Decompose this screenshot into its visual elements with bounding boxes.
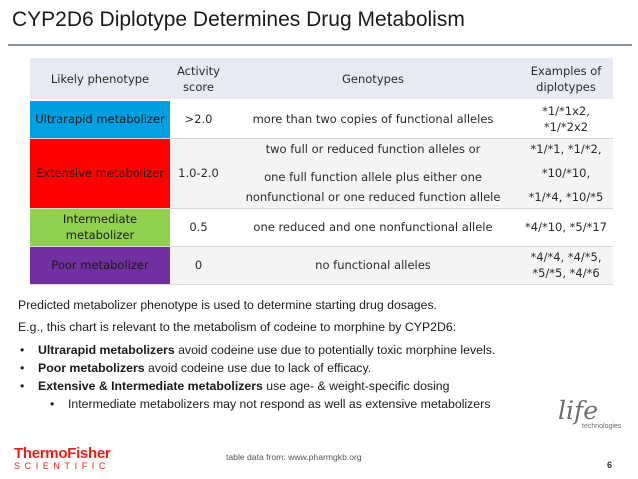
header-examples: Examples of diplotypes [519, 58, 613, 100]
caption-codeine-example: E.g., this chart is relevant to the metabolism of codeine to morphine by CYP2D6: [18, 320, 457, 334]
diplotype-table [30, 58, 613, 285]
phenotype-extensive: Extensive metabolizer [30, 138, 170, 208]
examples-line: *1/*4, *10/*5 [528, 190, 604, 204]
life-logo-word: life [558, 396, 599, 425]
bullet-text: use age- & weight-specific dosing [262, 379, 450, 393]
genotype-cell: more than two copies of functional alleles [227, 100, 519, 138]
caption-phenotype-dosage: Predicted metabolizer phenotype is used to determine starting drug dosages. [18, 298, 438, 312]
activity-score-cell: 1.0-2.0 [170, 138, 227, 208]
table-row [30, 208, 613, 246]
bullet-list [20, 343, 495, 415]
activity-score-cell: 0.5 [170, 208, 227, 246]
table-row [30, 138, 613, 208]
header-genotypes: Genotypes [227, 58, 519, 100]
examples-line: *1/*1, *1/*2, [530, 142, 602, 156]
header-activity-score: Activity score [170, 58, 227, 100]
phenotype-ultrarapid: Ultrarapid metabolizer [30, 100, 170, 138]
table-row [30, 100, 613, 138]
genotype-line: two full or reduced function alleles or [265, 142, 481, 156]
examples-cell: *4/*10, *5/*17 [519, 208, 613, 246]
genotype-cell: no functional alleles [227, 246, 519, 284]
bullet-item [20, 343, 495, 361]
bullet-item [20, 379, 495, 397]
genotype-cell [227, 138, 519, 208]
bullet-text: avoid codeine use due to potentially toxic morphine levels. [174, 343, 496, 357]
thermofisher-logo [14, 446, 110, 472]
table-row [30, 246, 613, 284]
examples-cell [519, 138, 613, 208]
phenotype-poor: Poor metabolizer [30, 246, 170, 284]
activity-score-cell: >2.0 [170, 100, 227, 138]
header-phenotype: Likely phenotype [30, 58, 170, 100]
life-logo-subword: technologies [582, 423, 622, 430]
bullet-term: Ultrarapid metabolizers [38, 343, 175, 357]
examples-cell: *4/*4, *4/*5, *5/*5, *4/*6 [519, 246, 613, 284]
genotype-cell: one reduced and one nonfunctional allele [227, 208, 519, 246]
genotype-line: one full function allele plus either one [264, 170, 482, 184]
thermofisher-logo-subword: SCIENTIFIC [14, 461, 111, 471]
activity-score-cell: 0 [170, 246, 227, 284]
bullet-term: Poor metabolizers [38, 361, 145, 375]
page-number: 6 [607, 460, 613, 470]
sub-bullet-item: • Intermediate metabolizers may not respond as well as extensive metabolizers [20, 397, 495, 415]
life-technologies-logo [556, 395, 634, 436]
examples-cell: *1/*1x2, *1/*2x2 [519, 100, 613, 138]
slide-title: CYP2D6 Diplotype Determines Drug Metabolism [12, 8, 465, 31]
title-divider [8, 44, 632, 46]
source-note: table data from: www.pharmgkb.org [226, 452, 362, 462]
bullet-text: avoid codeine use due to lack of efficacy. [144, 361, 372, 375]
bullet-term: Extensive & Intermediate metabolizers [38, 379, 263, 393]
bullet-item [20, 361, 495, 379]
table-header-row [30, 58, 613, 100]
phenotype-intermediate: Intermediate metabolizer [30, 208, 170, 246]
genotype-line: nonfunctional or one reduced function allele [245, 190, 501, 204]
examples-line: *10/*10, [541, 166, 591, 180]
thermofisher-logo-word: ThermoFisher [14, 445, 111, 462]
